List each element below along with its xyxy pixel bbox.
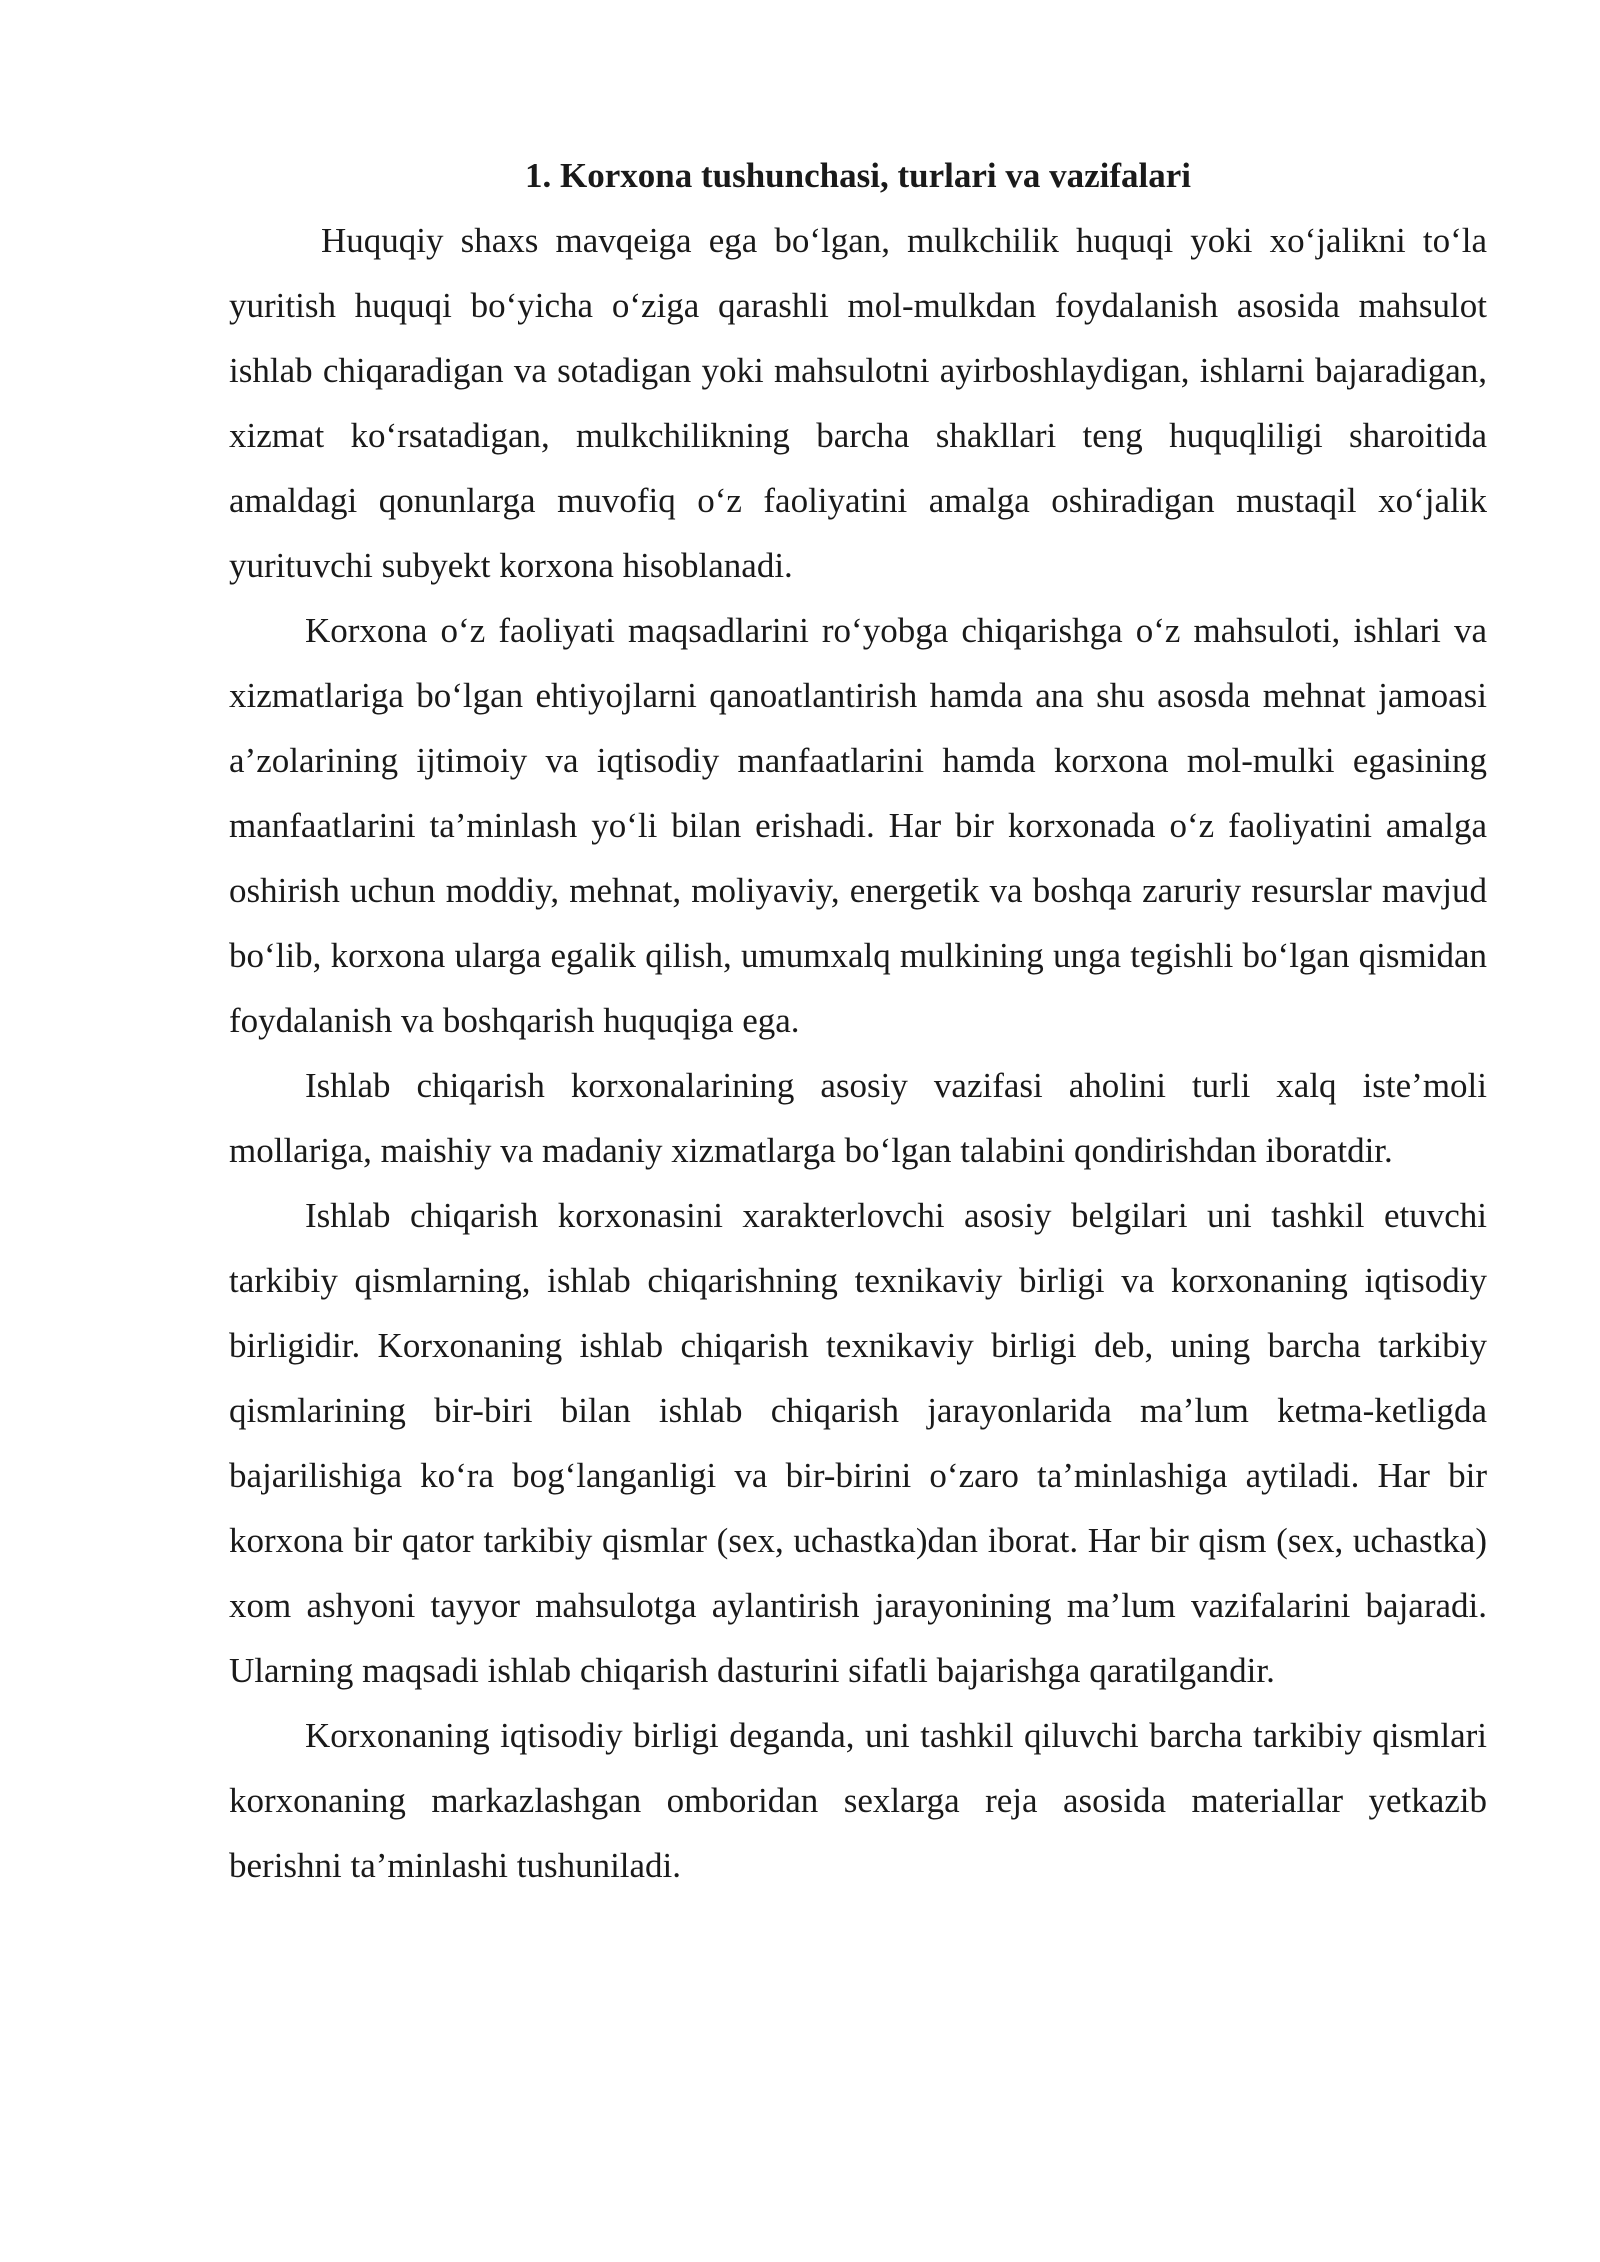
section-heading: 1. Korxona tushunchasi, turlari va vazifalari xyxy=(525,156,1191,195)
paragraph-1: Huquqiy shaxs mavqeiga ega bo‘lgan, mulkchilik huquqi yoki xo‘jalikni to‘la yuritish huquqi bo‘yicha o‘ziga qarashli mol-mulkdan foydalanish asosida mahsulot ishlab chiqaradigan va sotadigan yoki mahsulotni ayirboshlaydigan, ishlarni bajaradigan, xizmat ko‘rsatadigan, mulkchilikning barcha shakllari teng huquqliligi sharoitida amaldagi qonunlarga muvofiq o‘z faoliyatini amalga oshiradigan mustaqil xo‘jalik yurituvchi subyekt korxona hisoblanadi. xyxy=(229,221,1487,585)
document-body xyxy=(229,148,1487,1898)
paragraph-2: Korxona o‘z faoliyati maqsadlarini ro‘yobga chiqarishga o‘z mahsuloti, ishlari va xizmatlariga bo‘lgan ehtiyojlarni qanoatlantirish hamda ana shu asosda mehnat jamoasi a’zolarining ijtimoiy va iqtisodiy manfaatlarini hamda korxona mol-mulki egasining manfaatlarini ta’minlash yo‘li bilan erishadi. Har bir korxonada o‘z faoliyatini amalga oshirish uchun moddiy, mehnat, moliyaviy, energetik va boshqa zaruriy resurslar mavjud bo‘lib, korxona ularga egalik qilish, umumxalq mulkining unga tegishli bo‘lgan qismidan foydalanish va boshqarish huquqiga ega. xyxy=(229,611,1487,1040)
paragraph-3: Ishlab chiqarish korxonalarining asosiy vazifasi aholini turli xalq iste’moli mollariga, maishiy va madaniy xizmatlarga bo‘lgan talabini qondirishdan iboratdir. xyxy=(229,1066,1487,1170)
paragraph-5: Korxonaning iqtisodiy birligi deganda, uni tashkil qiluvchi barcha tarkibiy qismlari korxonaning markazlashgan omboridan sexlarga reja asosida materiallar yetkazib berishni ta’minlashi tushuniladi. xyxy=(229,1716,1487,1885)
paragraph-4: Ishlab chiqarish korxonasini xarakterlovchi asosiy belgilari uni tashkil etuvchi tarkibiy qismlarning, ishlab chiqarishning texnikaviy birligi va korxonaning iqtisodiy birligidir. Korxonaning ishlab chiqarish texnikaviy birligi deb, uning barcha tarkibiy qismlarining bir-biri bilan ishlab chiqarish jarayonlarida ma’lum ketma-ketligda bajarilishiga ko‘ra bog‘langanligi va bir-birini o‘zaro ta’minlashiga aytiladi. Har bir korxona bir qator tarkibiy qismlar (sex, uchastka)dan iborat. Har bir qism (sex, uchastka) xom ashyoni tayyor mahsulotga aylantirish jarayonining ma’lum vazifalarini bajaradi. Ularning maqsadi ishlab chiqarish dasturini sifatli bajarishga qaratilgandir. xyxy=(229,1196,1487,1690)
